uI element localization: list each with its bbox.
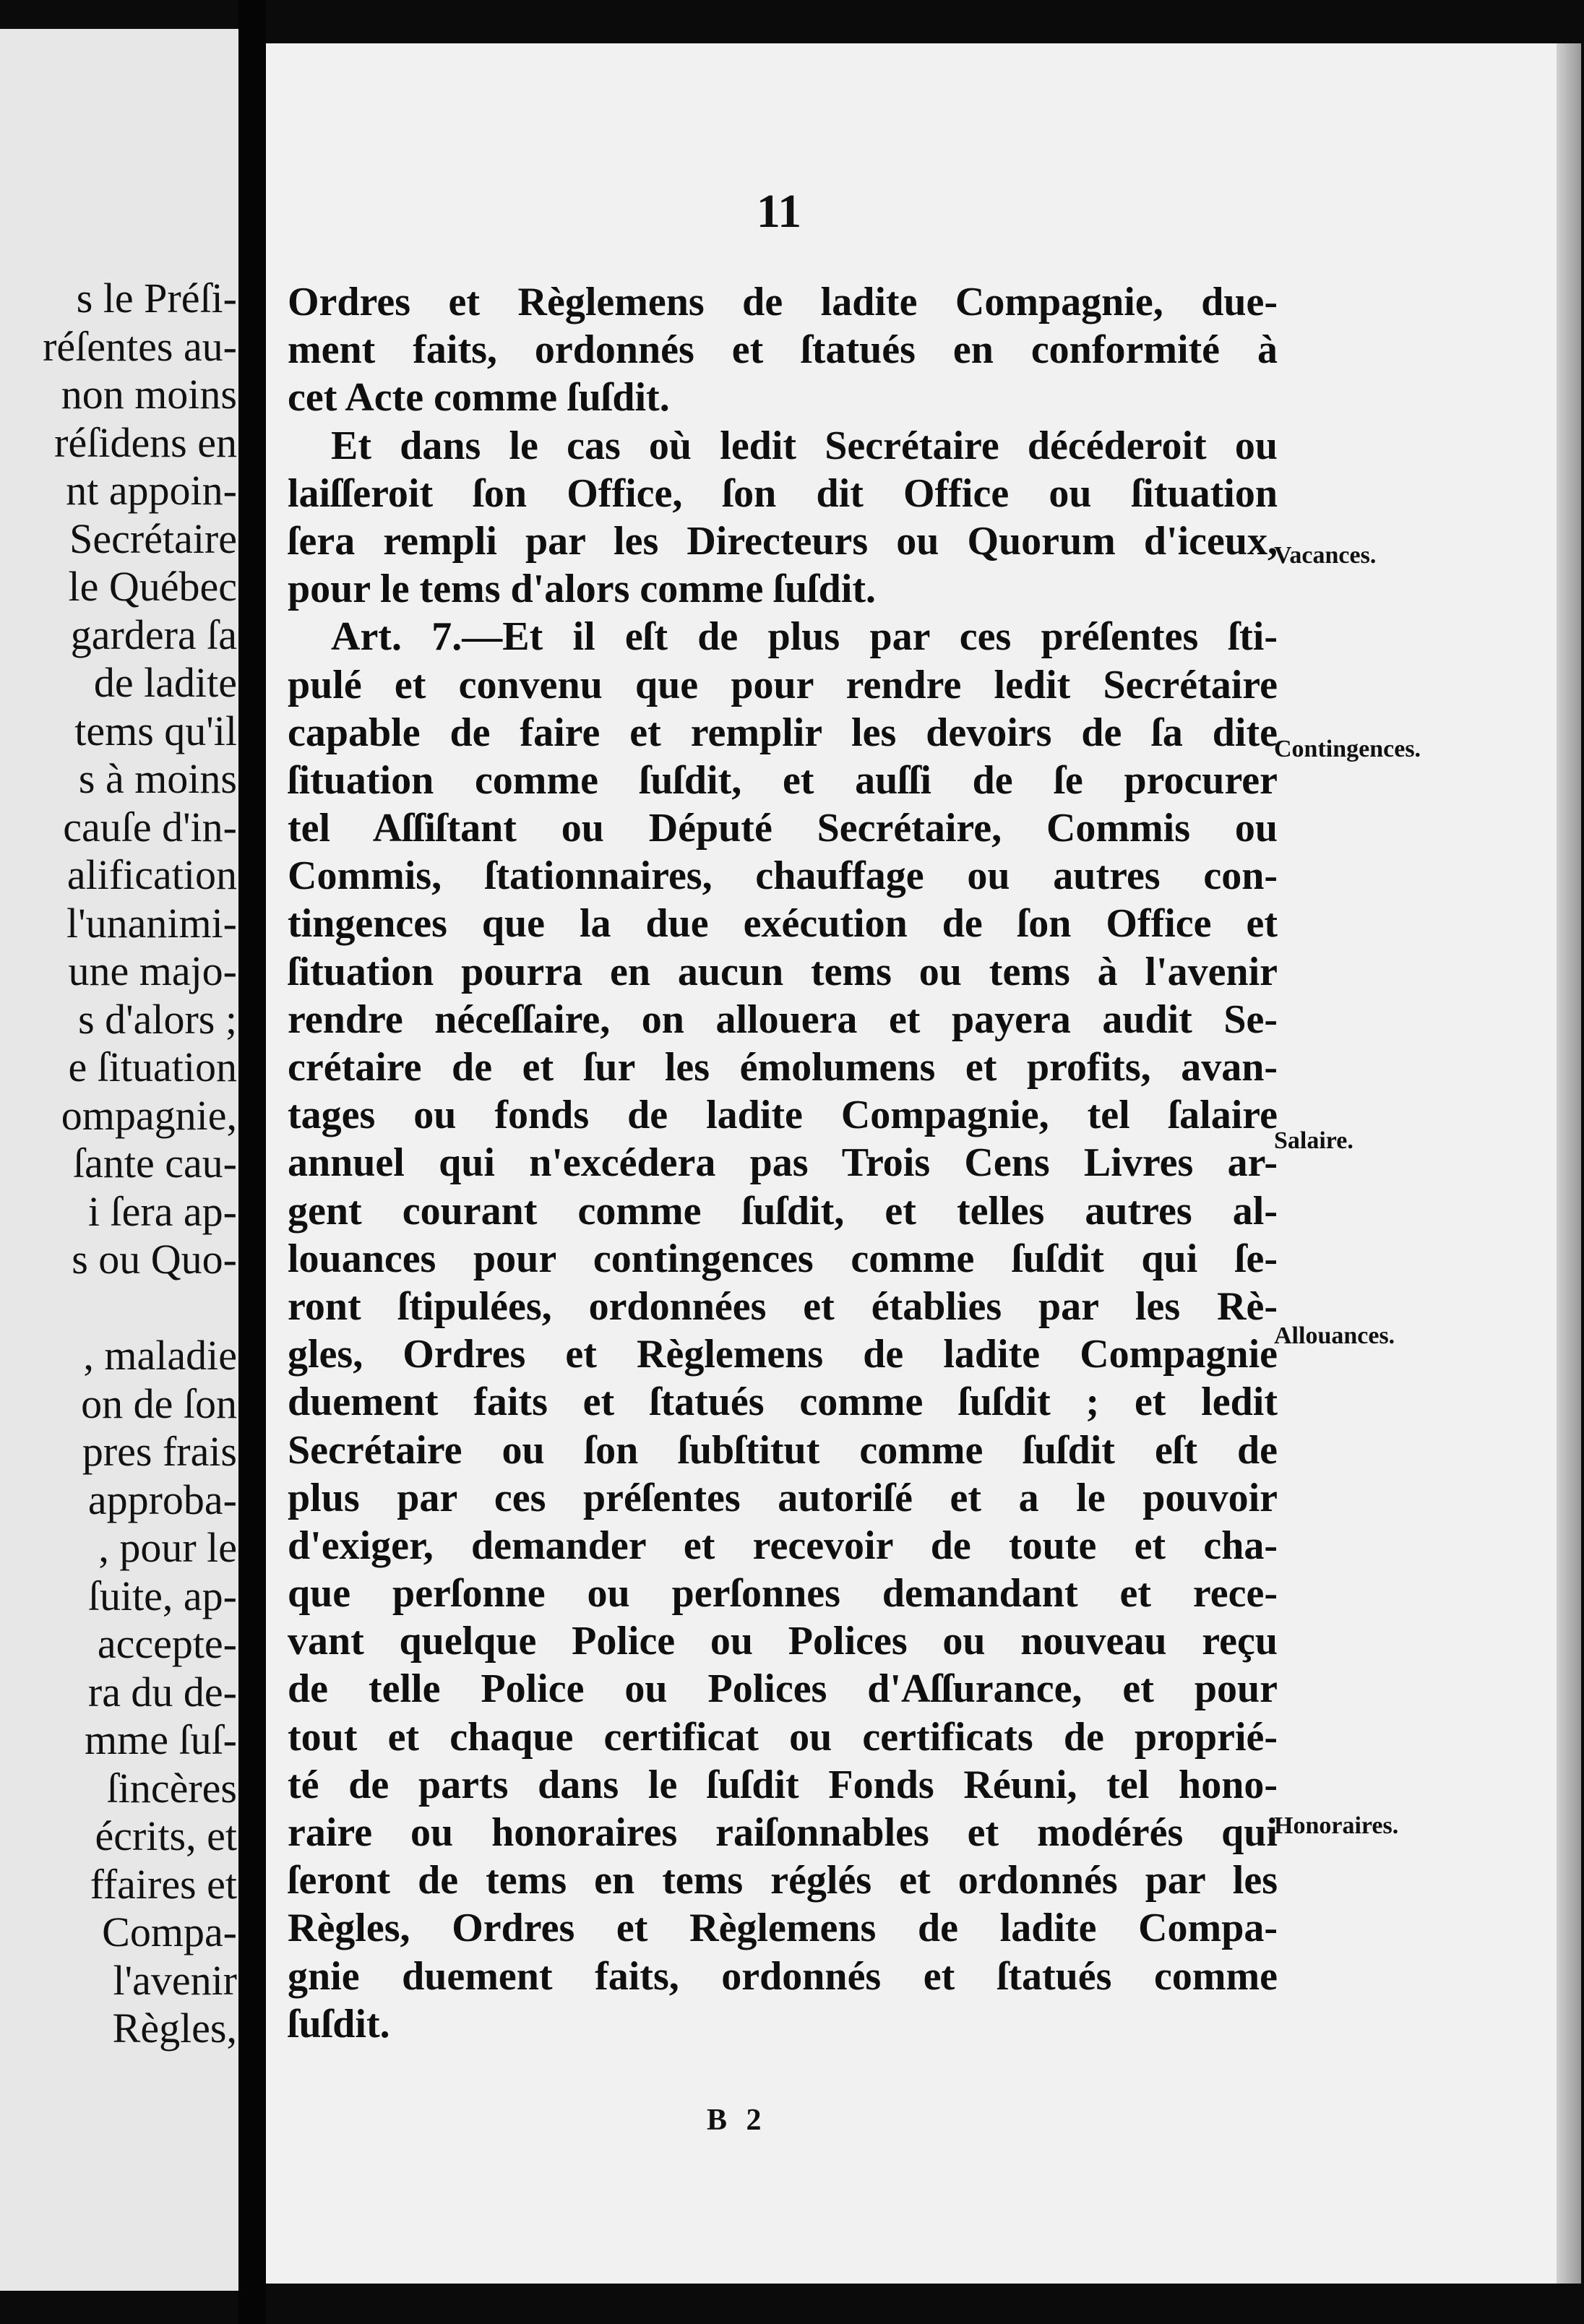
left-page-line: Règles, (112, 2005, 237, 2052)
left-page-line: s le Préſi- (76, 275, 237, 322)
text-line: tages ou fonds de ladite Compagnie, tel ſalaire (288, 1093, 1278, 1138)
left-page-line: s ou Quo- (72, 1236, 237, 1283)
margin-note-allouances: Allouances. (1274, 1322, 1395, 1349)
text-line: capable de faire et remplir les devoirs de ſa dite (288, 710, 1278, 755)
left-page-line: approba- (87, 1476, 237, 1523)
text-line: ſituation pourra en aucun tems ou tems à l'avenir (288, 949, 1278, 994)
left-page-line: réſidens en (54, 418, 237, 466)
text-line: pulé et convenu que pour rendre ledit Secrétaire (288, 662, 1278, 707)
left-page-line: écrits, et (95, 1812, 237, 1859)
text-line: Art. 7.—Et il eſt de plus par ces préſentes ſti- (331, 614, 1278, 660)
left-page-line: cauſe d'in- (63, 803, 237, 851)
text-line: pour le tems d'alors comme ſuſdit. (288, 567, 877, 612)
left-page-line: l'avenir (113, 1956, 237, 2004)
margin-note-vacances: Vacances. (1274, 542, 1377, 569)
text-line: Secrétaire ou ſon ſubſtitut comme ſuſdit eſt de (288, 1427, 1278, 1473)
left-page-line: ſuite, ap- (87, 1572, 237, 1619)
left-page-line: Compa- (102, 1908, 237, 1955)
left-page-line: s d'alors ; (78, 995, 237, 1043)
text-line: ſituation comme ſuſdit, et auſſi de ſe procurer (288, 757, 1278, 803)
text-line: de telle Police ou Polices d'Aſſurance, et pour (288, 1666, 1278, 1712)
left-page (0, 29, 238, 2291)
left-page-line: mme ſuſ- (84, 1716, 237, 1763)
text-line: Ordres et Règlemens de ladite Compagnie, due- (288, 280, 1278, 324)
text-line: laiſſeroit ſon Office, ſon dit Office ou ſituation (288, 470, 1278, 516)
text-line: rendre néceſſaire, on allouera et payera audit Se- (288, 997, 1278, 1042)
left-page-line: tems qu'il (74, 707, 237, 754)
text-line: d'exiger, demander et recevoir de toute et cha- (288, 1523, 1278, 1568)
text-line: annuel qui n'excédera pas Trois Cens Livres ar- (288, 1140, 1278, 1186)
left-page-line: une majo- (68, 947, 237, 994)
text-line: Et dans le cas où ledit Secrétaire décéderoit ou (331, 423, 1278, 468)
left-page-line: gardera ſa (70, 611, 237, 658)
text-line: Commis, ſtationnaires, chauffage ou autres con- (288, 853, 1278, 899)
left-page-line: , pour le (98, 1524, 237, 1571)
text-line: crétaire de et ſur les émolumens et profits, avan- (288, 1045, 1278, 1090)
text-line: tingences que la due exécution de ſon Office et (288, 901, 1278, 947)
left-page-line: i ſera ap- (87, 1187, 237, 1235)
left-page-line: non moins (61, 371, 237, 418)
text-line: Règles, Ordres et Règlemens de ladite Compa- (288, 1906, 1278, 1951)
text-line: gent courant comme ſuſdit, et telles autres al- (288, 1188, 1278, 1234)
left-page-line: s à moins (78, 755, 237, 802)
text-line: gnie duement faits, ordonnés et ſtatués comme (288, 1953, 1278, 1999)
text-line: té de parts dans le ſuſdit Fonds Réuni, tel hono- (288, 1762, 1278, 1807)
text-line: tel Aſſiſtant ou Député Secrétaire, Commis ou (288, 806, 1278, 851)
left-page-text (0, 275, 237, 2053)
text-line: ſeront de tems en tems réglés et ordonnés par les (288, 1858, 1278, 1903)
text-line: ment faits, ordonnés et ſtatués en conformité à (288, 327, 1278, 373)
left-page-line: ra du de- (87, 1668, 237, 1716)
left-page-line: ſincères (106, 1764, 237, 1812)
left-page-line: , maladie (83, 1332, 237, 1379)
page-number: 11 (756, 185, 802, 238)
left-page-line: accepte- (97, 1620, 237, 1667)
text-line: ſuſdit. (288, 2001, 390, 2047)
text-line: ſera rempli par les Directeurs ou Quorum d'iceux, (288, 518, 1278, 564)
left-page-line: le Québec (68, 563, 237, 610)
text-line: louances pour contingences comme ſuſdit qui ſe- (288, 1236, 1278, 1281)
book-gutter (238, 0, 266, 2324)
left-page-line: ſante cau- (72, 1140, 237, 1187)
signature-mark: B 2 (707, 2104, 767, 2137)
margin-note-salaire: Salaire. (1274, 1127, 1353, 1154)
left-page-line: nt appoin- (66, 467, 237, 514)
text-line: ront ſtipulées, ordonnées et établies par les Rè- (288, 1283, 1278, 1329)
left-page-line: réſentes au- (43, 322, 237, 370)
margin-note-contingences: Contingences. (1274, 736, 1421, 762)
text-line: vant quelque Police ou Polices ou nouveau reçu (288, 1619, 1278, 1664)
left-page-line: e ſituation (68, 1043, 237, 1090)
left-page-line: on de ſon (81, 1380, 237, 1427)
left-page-line: alification (66, 851, 237, 898)
left-page-line (0, 1284, 237, 1333)
margin-note-honoraires: Honoraires. (1274, 1812, 1399, 1839)
text-line: que perſonne ou perſonnes demandant et rece- (288, 1571, 1278, 1617)
right-page (266, 43, 1581, 2284)
text-line: cet Acte comme ſuſdit. (288, 375, 670, 421)
left-page-line: pres frais (82, 1428, 237, 1475)
text-line: tout et chaque certificat ou certificats de proprié- (288, 1714, 1278, 1760)
text-line: plus par ces préſentes autoriſé et a le pouvoir (288, 1475, 1278, 1520)
left-page-line: ompagnie, (61, 1091, 237, 1139)
text-line: gles, Ordres et Règlemens de ladite Compagnie (288, 1332, 1278, 1377)
left-page-line: l'unanimi- (66, 899, 237, 947)
text-line: duement faits et ſtatués comme ſuſdit ; et ledit (288, 1380, 1278, 1425)
text-line: raire ou honoraires raiſonnables et modérés qui (288, 1810, 1278, 1855)
left-page-line: Secrétaire (69, 515, 237, 562)
page-edge (1557, 43, 1581, 2284)
left-page-line: de ladite (93, 659, 237, 706)
body-text (288, 278, 1278, 2048)
left-page-line: ffaires et (90, 1860, 237, 1908)
